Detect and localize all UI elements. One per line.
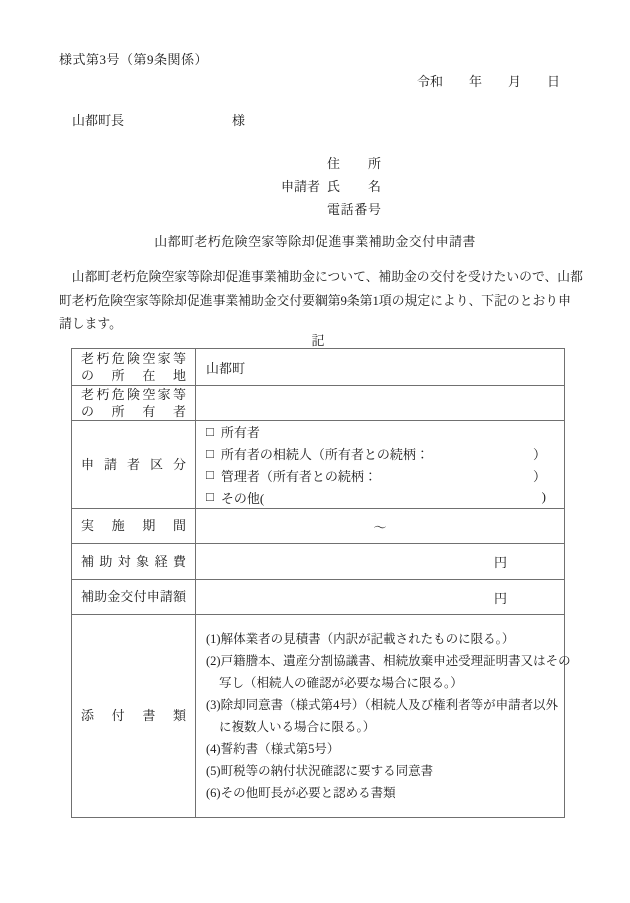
applicant-name-label: 氏 名 xyxy=(327,179,381,194)
category-option xyxy=(206,443,546,465)
body-line: 町老朽危険空家等除却促進事業補助金交付要綱第9条第1項の規定により、下記のとおり申 xyxy=(59,293,571,308)
row-location xyxy=(72,349,564,385)
attachments-label: 添 付 書 類 xyxy=(72,615,196,817)
location-value: 山都町 xyxy=(206,360,246,376)
category-option xyxy=(206,486,546,508)
expense-unit: 円 xyxy=(493,555,507,570)
application-table xyxy=(71,348,571,818)
addressee-name: 山都町長 xyxy=(72,113,125,128)
body-line: 請します。 xyxy=(59,317,122,331)
checkbox-icon: □ xyxy=(206,445,214,461)
row-attachments xyxy=(72,614,571,817)
amount-label: 補 助 金 交 付 申 請 額 xyxy=(72,580,196,614)
attachment-item: (4)誓約書（様式第5号） xyxy=(206,742,340,756)
checkbox-icon: □ xyxy=(206,467,214,483)
option-label: その他( xyxy=(220,490,265,506)
body-line: 山都町老朽危険空家等除却促進事業補助金について、補助金の交付を受けたいので、山都 xyxy=(59,270,583,284)
option-suffix: ） xyxy=(532,447,546,463)
addressee-honorific: 様 xyxy=(232,113,246,128)
owner-label: 老 朽 危 険 空 家 等 の 所 有 者 xyxy=(72,386,196,420)
row-applicant-category xyxy=(72,420,564,508)
owner-value xyxy=(196,386,564,420)
checkbox-icon: □ xyxy=(206,423,214,439)
applicant-address-label: 住 所 xyxy=(327,156,381,171)
attachment-item: (2)戸籍謄本、遺産分割協議書、相続放棄申述受理証明書又はその xyxy=(206,654,571,668)
attachment-item: (3)除却同意書（様式第4号）（相続人及び権利者等が申請者以外 xyxy=(206,698,559,712)
attachment-item: (1)解体業者の見積書（内訳が記載されたものに限る。） xyxy=(206,632,515,646)
form-number: 様式第3号（第9条関係） xyxy=(59,52,209,67)
category-label: 申 請 者 区 分 xyxy=(72,421,196,508)
category-options xyxy=(196,421,564,508)
option-label: 管理者（所有者との続柄： xyxy=(220,468,377,484)
option-label: 所有者 xyxy=(220,425,260,441)
location-label: 老 朽 危 険 空 家 等 の 所 在 地 xyxy=(72,349,196,385)
category-option xyxy=(206,465,546,487)
attachments-list xyxy=(196,615,577,817)
date-line: 令和 年 月 日 xyxy=(416,74,560,89)
applicant-label: 申請者 xyxy=(281,179,321,194)
attachment-item: (5)町税等の納付状況確認に要する同意書 xyxy=(206,764,434,778)
expense-label: 補 助 対 象 経 費 xyxy=(72,544,196,579)
row-grant-amount xyxy=(72,579,564,614)
applicant-phone-label: 電 話 番 号 xyxy=(327,202,381,217)
option-label: 所有者の相続人（所有者との続柄： xyxy=(220,447,429,463)
row-eligible-expenses xyxy=(72,543,564,579)
option-suffix: ) xyxy=(541,489,546,505)
body-paragraph xyxy=(59,266,584,337)
row-owner xyxy=(72,385,564,420)
option-suffix: ） xyxy=(532,468,546,484)
attachment-item-continuation: 写し（相続人の確認が必要な場合に限る。） xyxy=(219,676,463,690)
period-value: ～ xyxy=(373,519,387,535)
checkbox-icon: □ xyxy=(206,489,214,505)
period-label: 実 施 期 間 xyxy=(72,509,196,543)
record-heading: 記 xyxy=(311,333,325,348)
amount-unit: 円 xyxy=(493,590,507,606)
applicant-block xyxy=(281,151,381,220)
attachment-item-continuation: に複数人いる場合に限る。） xyxy=(219,720,376,734)
document-title: 山都町老朽危険空家等除却促進事業補助金交付申請書 xyxy=(154,234,476,249)
attachment-item: (6)その他町長が必要と認める書類 xyxy=(206,786,396,800)
addressee xyxy=(72,110,245,129)
row-period xyxy=(72,508,564,543)
category-option xyxy=(206,421,546,443)
